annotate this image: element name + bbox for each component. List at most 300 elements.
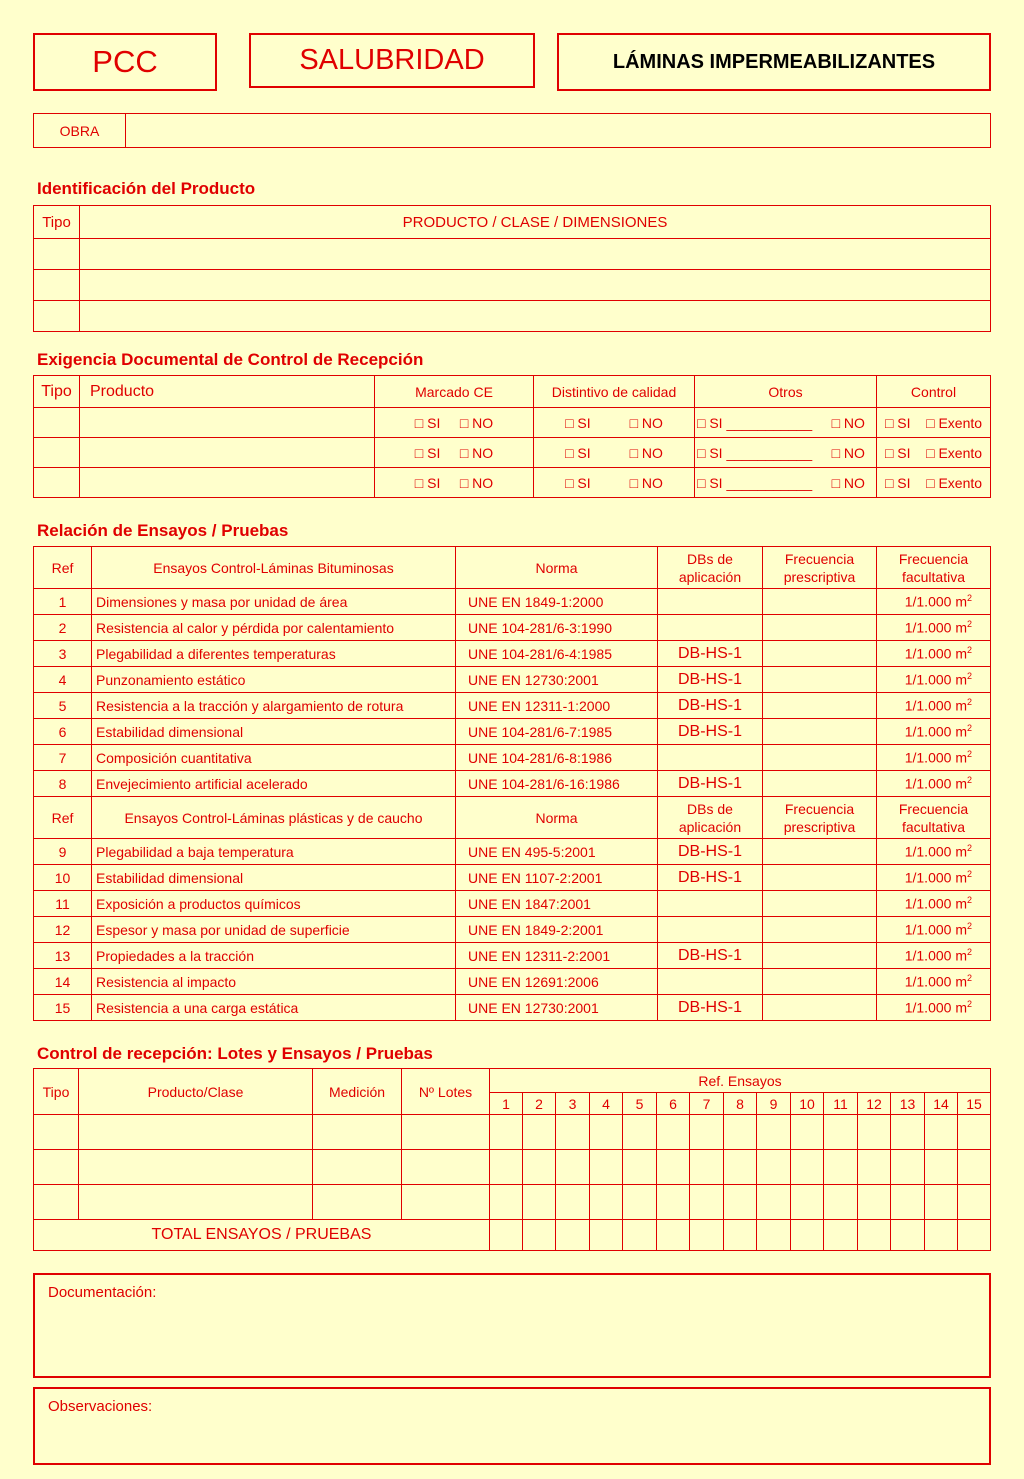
ref-ensayo-number: 9: [757, 1093, 791, 1115]
ensayo-frec-facultativa: [877, 589, 991, 615]
exig-row: [34, 408, 991, 438]
norma-header: Norma: [456, 797, 658, 839]
ensayo-db: DB-HS-1: [658, 839, 763, 865]
ensayo-name: Punzonamiento estático: [92, 667, 456, 693]
otros-no-checkbox[interactable]: □ NO: [831, 474, 865, 491]
dbs-header: DBs de aplicación: [658, 797, 763, 839]
norma-header: Norma: [456, 547, 658, 589]
ref-ensayo-number: 15: [958, 1093, 991, 1115]
control-row: [34, 1185, 991, 1220]
ensayo-frec-prescriptiva[interactable]: [763, 995, 877, 1021]
exig-col-tipo: Tipo: [34, 376, 80, 408]
frec-exponent: 2: [966, 869, 972, 880]
ensayo-frec-prescriptiva[interactable]: [763, 943, 877, 969]
ensayo-header: Ensayos Control-Láminas plásticas y de caucho: [92, 797, 456, 839]
ensayo-frec-prescriptiva[interactable]: [763, 839, 877, 865]
ref-ensayo-number: 12: [858, 1093, 891, 1115]
control-col-producto: Producto/Clase: [79, 1069, 313, 1115]
ensayo-count-cell[interactable]: [925, 1185, 958, 1220]
ensayo-row: [34, 969, 991, 995]
ensayo-norma: UNE EN 1107-2:2001: [456, 865, 658, 891]
frec-exponent: 2: [966, 749, 972, 760]
exig-col-otros: Otros: [695, 376, 877, 408]
ensayo-ref: 10: [34, 865, 92, 891]
documentacion-box[interactable]: [33, 1273, 991, 1378]
total-cell[interactable]: [556, 1220, 590, 1251]
ensayo-count-cell[interactable]: [891, 1185, 925, 1220]
ce-si-checkbox[interactable]: □ SI: [414, 414, 441, 431]
ensayo-name: Resistencia al calor y pérdida por calentamiento: [92, 615, 456, 641]
total-cell[interactable]: [925, 1220, 958, 1251]
dist-no-checkbox[interactable]: □ NO: [629, 414, 663, 431]
ensayo-row: [34, 667, 991, 693]
ensayo-norma: UNE EN 12311-1:2000: [456, 693, 658, 719]
ref-ensayo-number: 14: [925, 1093, 958, 1115]
ensayo-count-cell[interactable]: [858, 1185, 891, 1220]
ensayo-count-cell[interactable]: [925, 1115, 958, 1150]
ensayo-db: [658, 589, 763, 615]
ensayo-ref: 3: [34, 641, 92, 667]
ensayo-count-cell[interactable]: [724, 1185, 757, 1220]
ensayo-norma: UNE EN 12730:2001: [456, 995, 658, 1021]
pcc-box: [33, 33, 217, 91]
frec-exponent: 2: [966, 619, 972, 630]
ensayo-db: [658, 969, 763, 995]
laminas-box: [557, 33, 991, 91]
ctrl-si-checkbox[interactable]: □ SI: [884, 414, 911, 431]
frec-exponent: 2: [966, 895, 972, 906]
frec-value: 1/1.000 m: [904, 999, 967, 1016]
ensayo-ref: 15: [34, 995, 92, 1021]
ensayo-ref: 12: [34, 917, 92, 943]
ensayo-frec-facultativa: [877, 667, 991, 693]
ensayo-db: DB-HS-1: [658, 641, 763, 667]
control-title: Control de recepción: Lotes y Ensayos / Pruebas: [37, 1044, 433, 1063]
ctrl-si-checkbox[interactable]: □ SI: [884, 474, 911, 491]
obra-table: [33, 113, 991, 148]
total-cell[interactable]: [523, 1220, 556, 1251]
ensayo-name: Propiedades a la tracción: [92, 943, 456, 969]
tipo-cell[interactable]: [34, 301, 80, 332]
ensayo-name: Composición cuantitativa: [92, 745, 456, 771]
salubridad-label: SALUBRIDAD: [299, 44, 485, 76]
ensayo-frec-facultativa: [877, 865, 991, 891]
ensayo-count-cell[interactable]: [556, 1185, 590, 1220]
ensayo-norma: UNE 104-281/6-3:1990: [456, 615, 658, 641]
ref-ensayo-number: 7: [690, 1093, 724, 1115]
frec-value: 1/1.000 m: [904, 671, 967, 688]
frec-value: 1/1.000 m: [904, 723, 967, 740]
ensayo-frec-prescriptiva[interactable]: [763, 865, 877, 891]
control-tipo-cell[interactable]: [34, 1185, 79, 1220]
ensayo-ref: 1: [34, 589, 92, 615]
frec-value: 1/1.000 m: [904, 593, 967, 610]
ref-ensayo-number: 3: [556, 1093, 590, 1115]
ref-header: Ref: [34, 797, 92, 839]
ensayo-frec-facultativa: [877, 641, 991, 667]
total-cell[interactable]: [824, 1220, 858, 1251]
ensayo-frec-facultativa: [877, 969, 991, 995]
col-tipo: Tipo: [34, 206, 80, 239]
ensayo-ref: 7: [34, 745, 92, 771]
control-lotes-cell[interactable]: [402, 1115, 490, 1150]
ensayo-count-cell[interactable]: [690, 1185, 724, 1220]
control-tipo-cell[interactable]: [34, 1150, 79, 1185]
frec-value: 1/1.000 m: [904, 921, 967, 938]
otros-si-checkbox[interactable]: □ SI ___________: [697, 414, 813, 431]
obra-field[interactable]: [126, 114, 991, 148]
exigencia-title: Exigencia Documental de Control de Recepción: [37, 350, 424, 369]
ensayo-row: [34, 641, 991, 667]
frec-exponent: 2: [966, 999, 972, 1010]
ensayo-row: [34, 917, 991, 943]
frec-exponent: 2: [966, 671, 972, 682]
control-producto-cell[interactable]: [79, 1185, 313, 1220]
ensayo-db: DB-HS-1: [658, 865, 763, 891]
frec-value: 1/1.000 m: [904, 619, 967, 636]
ensayo-frec-facultativa: [877, 693, 991, 719]
ctrl-si-checkbox[interactable]: □ SI: [884, 444, 911, 461]
frec-exponent: 2: [966, 645, 972, 656]
exig-col-control: Control: [877, 376, 991, 408]
control-producto-cell[interactable]: [79, 1115, 313, 1150]
total-cell[interactable]: [757, 1220, 791, 1251]
ensayo-count-cell[interactable]: [791, 1115, 824, 1150]
total-cell[interactable]: [490, 1220, 523, 1251]
ensayo-name: Plegabilidad a baja temperatura: [92, 839, 456, 865]
frec-value: 1/1.000 m: [904, 749, 967, 766]
ensayo-db: DB-HS-1: [658, 771, 763, 797]
exig-tipo-cell[interactable]: [34, 438, 80, 468]
ensayo-name: Espesor y masa por unidad de superficie: [92, 917, 456, 943]
frec-value: 1/1.000 m: [904, 895, 967, 912]
ensayo-count-cell[interactable]: [958, 1115, 991, 1150]
exigencia-table: [33, 375, 991, 498]
producto-cell[interactable]: [80, 270, 991, 301]
ensayo-frec-prescriptiva[interactable]: [763, 667, 877, 693]
ensayo-count-cell[interactable]: [657, 1185, 690, 1220]
ensayo-frec-facultativa: [877, 943, 991, 969]
ensayo-ref: 9: [34, 839, 92, 865]
ensayo-name: Dimensiones y masa por unidad de área: [92, 589, 456, 615]
ensayo-db: DB-HS-1: [658, 943, 763, 969]
ensayo-count-cell[interactable]: [490, 1150, 523, 1185]
ensayo-count-cell[interactable]: [623, 1150, 657, 1185]
ensayo-frec-facultativa: [877, 615, 991, 641]
frec-value: 1/1.000 m: [904, 869, 967, 886]
control-row: [34, 1115, 991, 1150]
ensayo-count-cell[interactable]: [623, 1185, 657, 1220]
relacion-title: Relación de Ensayos / Pruebas: [37, 521, 289, 540]
ref-ensayo-number: 4: [590, 1093, 623, 1115]
ensayo-row: [34, 943, 991, 969]
ensayo-row: [34, 693, 991, 719]
ce-si-checkbox[interactable]: □ SI: [414, 444, 441, 461]
ensayo-ref: 2: [34, 615, 92, 641]
ensayo-name: Resistencia a una carga estática: [92, 995, 456, 1021]
ensayo-count-cell[interactable]: [556, 1115, 590, 1150]
exig-col-marcado-ce: Marcado CE: [375, 376, 534, 408]
ref-ensayo-number: 1: [490, 1093, 523, 1115]
pcc-label: PCC: [92, 44, 158, 79]
total-cell[interactable]: [657, 1220, 690, 1251]
ensayo-count-cell[interactable]: [757, 1115, 791, 1150]
ensayo-row: [34, 891, 991, 917]
ensayo-count-cell[interactable]: [958, 1150, 991, 1185]
total-cell[interactable]: [958, 1220, 991, 1251]
otros-si-checkbox[interactable]: □ SI ___________: [697, 444, 813, 461]
frec-value: 1/1.000 m: [904, 973, 967, 990]
ref-ensayo-number: 8: [724, 1093, 757, 1115]
control-col-lotes: Nº Lotes: [402, 1069, 490, 1115]
ensayo-frec-facultativa: [877, 745, 991, 771]
identificacion-title: Identificación del Producto: [37, 179, 256, 198]
dist-si-checkbox[interactable]: □ SI: [565, 474, 591, 491]
exig-producto-cell[interactable]: [80, 408, 375, 438]
ensayo-frec-facultativa: [877, 917, 991, 943]
frecuencia-prescriptiva-header: Frecuencia prescriptiva: [763, 797, 877, 839]
ref-ensayo-number: 13: [891, 1093, 925, 1115]
ce-no-checkbox[interactable]: □ NO: [459, 474, 494, 491]
identificacion-table: [33, 205, 991, 332]
frec-value: 1/1.000 m: [904, 843, 967, 860]
ensayo-frec-facultativa: [877, 839, 991, 865]
ensayo-norma: UNE EN 1849-2:2001: [456, 917, 658, 943]
dist-no-checkbox[interactable]: □ NO: [629, 474, 663, 491]
frecuencia-facultativa-header: Frecuencia facultativa: [877, 547, 991, 589]
frec-value: 1/1.000 m: [904, 947, 967, 964]
total-cell[interactable]: [724, 1220, 757, 1251]
ensayo-name: Resistencia al impacto: [92, 969, 456, 995]
ensayo-count-cell[interactable]: [858, 1115, 891, 1150]
exig-tipo-cell[interactable]: [34, 468, 80, 498]
total-label: TOTAL ENSAYOS / PRUEBAS: [34, 1220, 490, 1251]
ensayo-frec-prescriptiva[interactable]: [763, 917, 877, 943]
total-cell[interactable]: [690, 1220, 724, 1251]
relacion-header-row: [34, 797, 991, 839]
exig-tipo-cell[interactable]: [34, 408, 80, 438]
total-cell[interactable]: [791, 1220, 824, 1251]
laminas-label: LÁMINAS IMPERMEABILIZANTES: [612, 50, 936, 73]
exig-row: [34, 468, 991, 498]
ensayo-row: [34, 589, 991, 615]
ensayo-frec-facultativa: [877, 891, 991, 917]
control-lotes-cell[interactable]: [402, 1185, 490, 1220]
ensayo-frec-prescriptiva[interactable]: [763, 969, 877, 995]
frec-value: 1/1.000 m: [904, 645, 967, 662]
ensayo-count-cell[interactable]: [824, 1150, 858, 1185]
ensayo-frec-prescriptiva[interactable]: [763, 641, 877, 667]
exig-producto-cell[interactable]: [80, 468, 375, 498]
exig-producto-cell[interactable]: [80, 438, 375, 468]
control-header-row: [34, 1069, 991, 1093]
ensayo-db: DB-HS-1: [658, 693, 763, 719]
salubridad-box: [249, 33, 535, 88]
ensayo-count-cell[interactable]: [523, 1150, 556, 1185]
ensayo-db: [658, 615, 763, 641]
ce-si-checkbox[interactable]: □ SI: [414, 474, 441, 491]
dist-no-checkbox[interactable]: □ NO: [629, 444, 663, 461]
control-producto-cell[interactable]: [79, 1150, 313, 1185]
ensayo-db: [658, 917, 763, 943]
ensayo-ref: 11: [34, 891, 92, 917]
ensayo-row: [34, 771, 991, 797]
ensayo-header: Ensayos Control-Láminas Bituminosas: [92, 547, 456, 589]
ensayo-frec-prescriptiva[interactable]: [763, 615, 877, 641]
ensayo-frec-facultativa: [877, 771, 991, 797]
ensayo-count-cell[interactable]: [523, 1185, 556, 1220]
control-tipo-cell[interactable]: [34, 1115, 79, 1150]
col-producto-clase: PRODUCTO / CLASE / DIMENSIONES: [80, 206, 991, 239]
ensayo-count-cell[interactable]: [690, 1150, 724, 1185]
total-cell[interactable]: [891, 1220, 925, 1251]
ensayo-count-cell[interactable]: [657, 1115, 690, 1150]
frecuencia-prescriptiva-header: Frecuencia prescriptiva: [763, 547, 877, 589]
ensayo-count-cell[interactable]: [724, 1115, 757, 1150]
exig-col-distintivo: Distintivo de calidad: [534, 376, 695, 408]
total-cell[interactable]: [623, 1220, 657, 1251]
tipo-cell[interactable]: [34, 270, 80, 301]
observaciones-label: Observaciones:: [48, 1398, 153, 1415]
ensayo-count-cell[interactable]: [824, 1115, 858, 1150]
control-medicion-cell[interactable]: [313, 1185, 402, 1220]
ensayo-count-cell[interactable]: [791, 1150, 824, 1185]
control-lotes-cell[interactable]: [402, 1150, 490, 1185]
control-table: [33, 1068, 991, 1251]
ensayo-row: [34, 615, 991, 641]
exig-col-producto: Producto: [80, 376, 375, 408]
ensayo-frec-prescriptiva[interactable]: [763, 771, 877, 797]
ensayo-frec-prescriptiva[interactable]: [763, 891, 877, 917]
ensayo-frec-prescriptiva[interactable]: [763, 719, 877, 745]
control-col-ref-ensayos: Ref. Ensayos: [490, 1069, 991, 1093]
ensayo-db: DB-HS-1: [658, 667, 763, 693]
ensayo-row: [34, 839, 991, 865]
ensayo-count-cell[interactable]: [590, 1115, 623, 1150]
ref-ensayo-number: 11: [824, 1093, 858, 1115]
otros-si-checkbox[interactable]: □ SI ___________: [697, 474, 813, 491]
ctrl-exento-checkbox[interactable]: □ Exento: [926, 444, 983, 461]
ensayo-count-cell[interactable]: [556, 1150, 590, 1185]
control-col-tipo: Tipo: [34, 1069, 79, 1115]
ensayo-norma: UNE 104-281/6-7:1985: [456, 719, 658, 745]
ce-no-checkbox[interactable]: □ NO: [459, 444, 494, 461]
otros-no-checkbox[interactable]: □ NO: [831, 444, 865, 461]
ensayo-frec-facultativa: [877, 995, 991, 1021]
exig-row: [34, 438, 991, 468]
ensayo-name: Exposición a productos químicos: [92, 891, 456, 917]
frec-exponent: 2: [966, 593, 972, 604]
ensayo-count-cell[interactable]: [690, 1115, 724, 1150]
ensayo-db: DB-HS-1: [658, 719, 763, 745]
ensayo-norma: UNE EN 12730:2001: [456, 667, 658, 693]
ensayo-row: [34, 719, 991, 745]
ensayo-count-cell[interactable]: [824, 1185, 858, 1220]
ensayo-ref: 13: [34, 943, 92, 969]
ctrl-exento-checkbox[interactable]: □ Exento: [926, 474, 983, 491]
ensayo-norma: UNE EN 12691:2006: [456, 969, 658, 995]
dbs-header: DBs de aplicación: [658, 547, 763, 589]
ensayo-count-cell[interactable]: [757, 1185, 791, 1220]
frec-value: 1/1.000 m: [904, 697, 967, 714]
dist-si-checkbox[interactable]: □ SI: [565, 414, 591, 431]
ensayo-count-cell[interactable]: [891, 1115, 925, 1150]
ensayo-count-cell[interactable]: [590, 1150, 623, 1185]
ensayo-name: Resistencia a la tracción y alargamiento de rotura: [92, 693, 456, 719]
frec-exponent: 2: [966, 947, 972, 958]
ref-ensayo-number: 10: [791, 1093, 824, 1115]
otros-no-checkbox[interactable]: □ NO: [831, 414, 865, 431]
ensayo-count-cell[interactable]: [523, 1115, 556, 1150]
ensayo-frec-facultativa: [877, 719, 991, 745]
control-medicion-cell[interactable]: [313, 1150, 402, 1185]
ensayo-norma: UNE 104-281/6-4:1985: [456, 641, 658, 667]
ensayo-count-cell[interactable]: [657, 1150, 690, 1185]
frec-exponent: 2: [966, 697, 972, 708]
ensayo-ref: 14: [34, 969, 92, 995]
ref-ensayo-number: 5: [623, 1093, 657, 1115]
producto-cell[interactable]: [80, 239, 991, 270]
ensayo-count-cell[interactable]: [891, 1150, 925, 1185]
ensayo-name: Estabilidad dimensional: [92, 865, 456, 891]
ensayo-count-cell[interactable]: [757, 1150, 791, 1185]
ensayo-name: Estabilidad dimensional: [92, 719, 456, 745]
control-row: [34, 1150, 991, 1185]
total-row: [34, 1220, 991, 1251]
ensayo-name: Plegabilidad a diferentes temperaturas: [92, 641, 456, 667]
ensayo-norma: UNE 104-281/6-8:1986: [456, 745, 658, 771]
ensayo-frec-prescriptiva[interactable]: [763, 693, 877, 719]
frec-exponent: 2: [966, 921, 972, 932]
ensayo-count-cell[interactable]: [590, 1185, 623, 1220]
ensayo-db: [658, 745, 763, 771]
ensayo-count-cell[interactable]: [791, 1185, 824, 1220]
ensayo-count-cell[interactable]: [724, 1150, 757, 1185]
ensayo-norma: UNE EN 1847:2001: [456, 891, 658, 917]
observaciones-box[interactable]: [33, 1387, 991, 1465]
ce-no-checkbox[interactable]: □ NO: [459, 414, 494, 431]
ensayo-frec-prescriptiva[interactable]: [763, 745, 877, 771]
ensayo-count-cell[interactable]: [490, 1185, 523, 1220]
ensayo-ref: 6: [34, 719, 92, 745]
obra-label: OBRA: [34, 114, 126, 148]
ensayo-norma: UNE EN 495-5:2001: [456, 839, 658, 865]
ensayo-row: [34, 865, 991, 891]
ctrl-exento-checkbox[interactable]: □ Exento: [926, 414, 983, 431]
frec-value: 1/1.000 m: [904, 775, 967, 792]
ensayo-count-cell[interactable]: [490, 1115, 523, 1150]
ensayo-count-cell[interactable]: [958, 1185, 991, 1220]
ensayo-count-cell[interactable]: [925, 1150, 958, 1185]
ensayo-db: [658, 891, 763, 917]
ensayo-row: [34, 745, 991, 771]
ensayo-norma: UNE EN 12311-2:2001: [456, 943, 658, 969]
control-medicion-cell[interactable]: [313, 1115, 402, 1150]
frecuencia-facultativa-header: Frecuencia facultativa: [877, 797, 991, 839]
ensayo-db: DB-HS-1: [658, 995, 763, 1021]
tipo-cell[interactable]: [34, 239, 80, 270]
total-cell[interactable]: [858, 1220, 891, 1251]
producto-cell[interactable]: [80, 301, 991, 332]
ensayo-norma: UNE EN 1849-1:2000: [456, 589, 658, 615]
ensayo-count-cell[interactable]: [858, 1150, 891, 1185]
ensayo-count-cell[interactable]: [623, 1115, 657, 1150]
ensayo-name: Envejecimiento artificial acelerado: [92, 771, 456, 797]
total-cell[interactable]: [590, 1220, 623, 1251]
dist-si-checkbox[interactable]: □ SI: [565, 444, 591, 461]
ensayo-frec-prescriptiva[interactable]: [763, 589, 877, 615]
ref-header: Ref: [34, 547, 92, 589]
